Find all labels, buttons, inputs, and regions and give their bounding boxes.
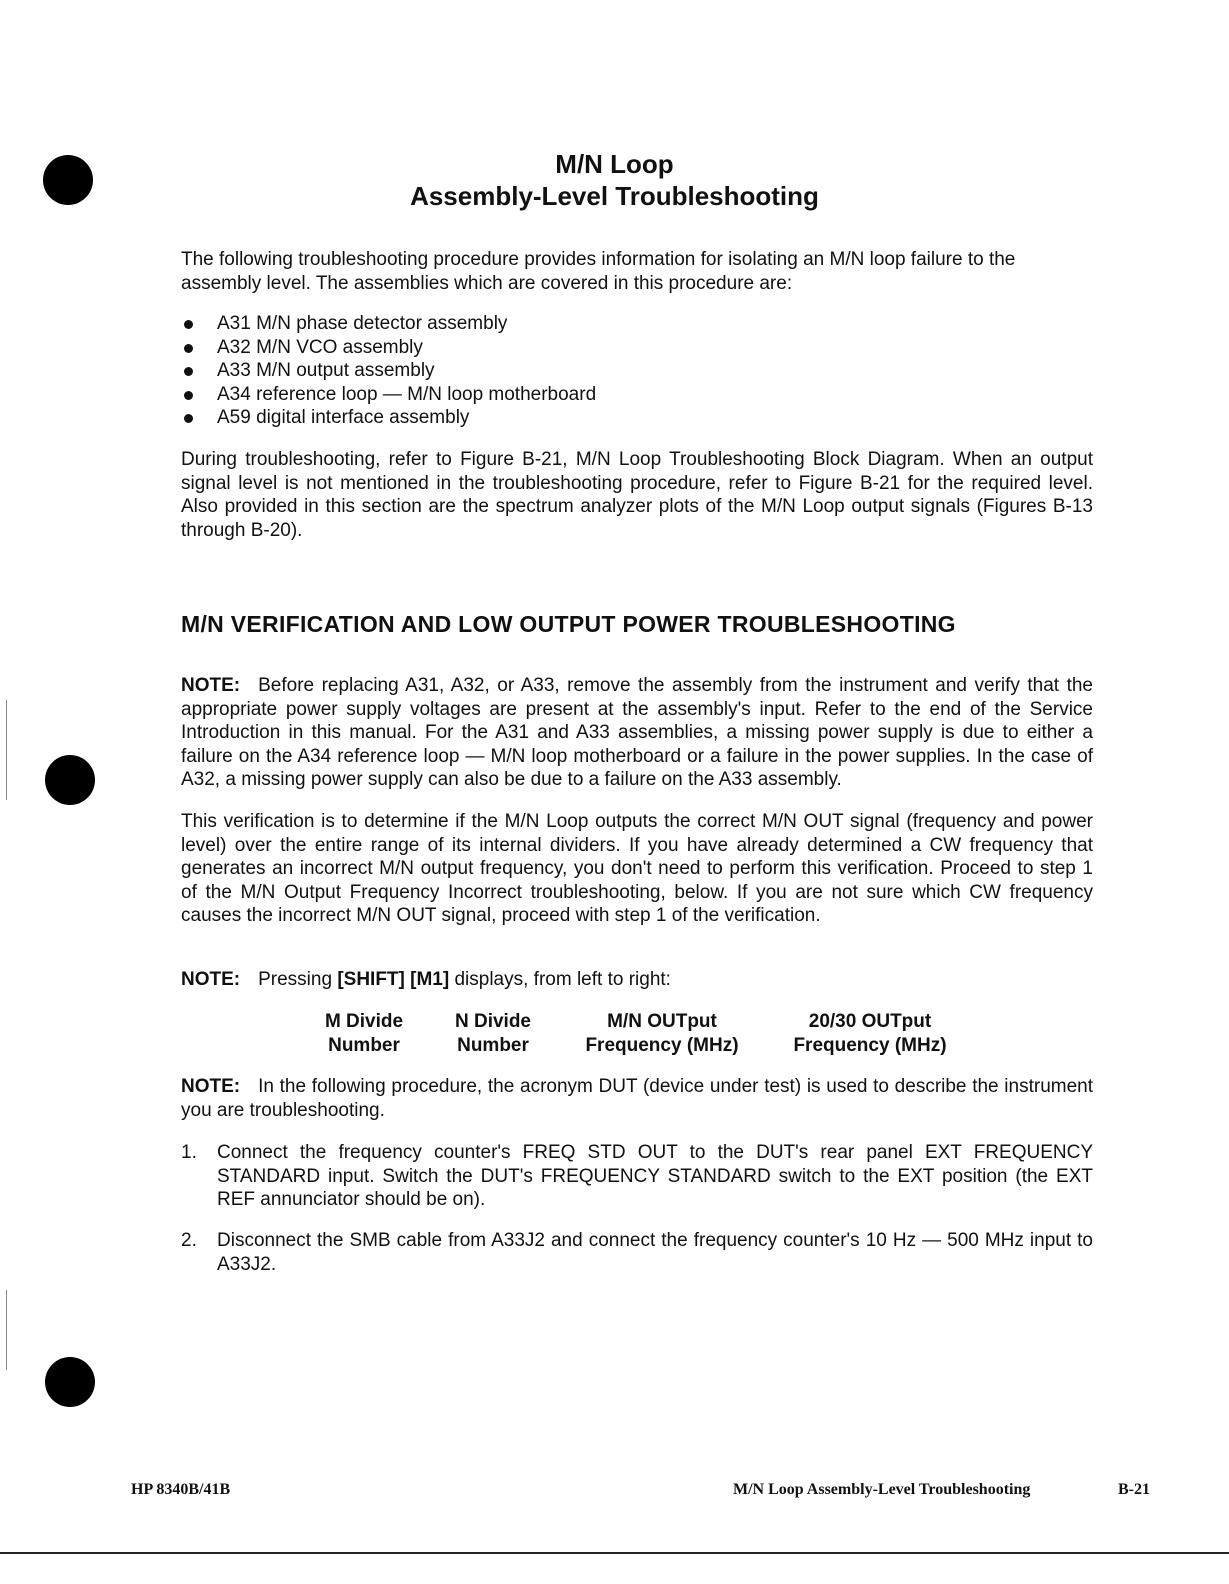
bullet-icon (184, 344, 193, 353)
note-text: Before replacing A31, A32, or A33, remove the assembly from the instrument and verify that the appropriate power supply voltages are present at the assembly's input. Refer to the end of the Service Introduction in this manual. For the A31 and A33 assemblies, a missing power supply is due to either a failure on the A34 reference loop — M/N loop motherboard or a failure in the power supplies. In the case of A32, a missing power supply can also be due to a failure on the A33 assembly. (181, 675, 1093, 790)
binding-edge-mark (6, 700, 7, 800)
note-prefix: Pressing (258, 969, 333, 990)
note-shift-m1 (181, 968, 1093, 992)
list-item-text: A32 M/N VCO assembly (217, 336, 423, 358)
assembly-list (181, 312, 596, 430)
column-line2: Number (457, 1035, 529, 1056)
note-text: In the following procedure, the acronym DUT (device under test) is used to describe the instrument you are troubleshooting. (181, 1076, 1093, 1121)
note-label: NOTE: (181, 969, 241, 990)
display-column-m-divide (300, 1010, 428, 1058)
page-title-line1: M/N Loop (555, 149, 674, 179)
note-label: NOTE: (181, 1076, 241, 1097)
list-item-text: A34 reference loop — M/N loop motherboard (217, 383, 597, 405)
column-line1: M Divide (324, 1011, 404, 1032)
note-label: NOTE: (181, 675, 241, 696)
step-text: Disconnect the SMB cable from A33J2 and connect the frequency counter's 10 Hz — 500 MHz input to A33J2. (217, 1230, 1093, 1275)
note-power-supply (181, 674, 1093, 792)
display-column-n-divide (428, 1010, 558, 1058)
column-line1: 20/30 OUTput (808, 1011, 932, 1032)
bullet-icon (184, 414, 193, 423)
binding-hole-bottom (45, 1357, 95, 1407)
list-item-text: A33 M/N output assembly (217, 360, 435, 381)
list-item (181, 336, 596, 360)
key-sequence: [SHIFT] [M1] (337, 969, 450, 990)
step-text: Connect the frequency counter's FREQ STD OUT to the DUT's rear panel EXT FREQUENCY STANDARD input. Switch the DUT's FREQUENCY STANDARD switch to the EXT position (the EXT REF annunciator should be on). (217, 1142, 1093, 1210)
note-dut-acronym (181, 1075, 1093, 1122)
bottom-rule (0, 1552, 1229, 1554)
column-line2: Frequency (MHz) (793, 1035, 947, 1056)
column-line1: M/N OUTput (607, 1011, 717, 1032)
column-line1: N Divide (454, 1011, 532, 1032)
footer-section-title: M/N Loop Assembly-Level Troubleshooting (733, 1481, 1031, 1498)
binding-edge-mark (6, 1290, 7, 1370)
procedure-step-1 (181, 1141, 1093, 1212)
bullet-icon (184, 391, 193, 400)
column-line2: Frequency (MHz) (585, 1035, 739, 1056)
list-item-text: A31 M/N phase detector assembly (217, 313, 508, 334)
step-number: 2. (181, 1230, 197, 1251)
list-item (181, 383, 596, 407)
column-line2: Number (328, 1035, 400, 1056)
bullet-icon (184, 320, 193, 329)
procedure-step-2 (181, 1229, 1093, 1276)
display-column-mn-output (572, 1010, 752, 1058)
during-troubleshooting-paragraph: During troubleshooting, refer to Figure B-21, M/N Loop Troubleshooting Block Diagram. When an output signal level is not mentioned in the troubleshooting procedure, refer to Figure B-21 for the required level. Also provided in this section are the spectrum analyzer plots of the M/N Loop output signals (Figures B-13 through B-20). (181, 449, 1093, 541)
page-title (0, 148, 1229, 212)
display-column-2030-output (780, 1010, 960, 1058)
step-number: 1. (181, 1142, 197, 1163)
list-item (181, 406, 596, 430)
page-title-line2: Assembly-Level Troubleshooting (410, 181, 819, 211)
binding-hole-middle (45, 755, 95, 805)
list-item-text: A59 digital interface assembly (217, 407, 470, 428)
note-suffix: displays, from left to right: (454, 969, 671, 990)
footer-page-number: B-21 (1118, 1481, 1150, 1498)
list-item (181, 359, 596, 383)
list-item (181, 312, 596, 336)
section-heading: M/N VERIFICATION AND LOW OUTPUT POWER TROUBLESHOOTING (181, 611, 956, 637)
footer-model: HP 8340B/41B (131, 1481, 231, 1498)
intro-paragraph: The following troubleshooting procedure provides information for isolating an M/N loop failure to the assembly level. The assemblies which are covered in this procedure are: (181, 249, 1016, 294)
bullet-icon (184, 367, 193, 376)
verification-paragraph: This verification is to determine if the M/N Loop outputs the correct M/N OUT signal (frequency and power level) over the entire range of its internal dividers. If you have already determined a CW frequency that generates an incorrect M/N output frequency, you don't need to perform this verification. Proceed to step 1 of the M/N Output Frequency Incorrect troubleshooting, below. If you are not sure which CW frequency causes the incorrect M/N OUT signal, proceed with step 1 of the verification. (181, 811, 1093, 926)
